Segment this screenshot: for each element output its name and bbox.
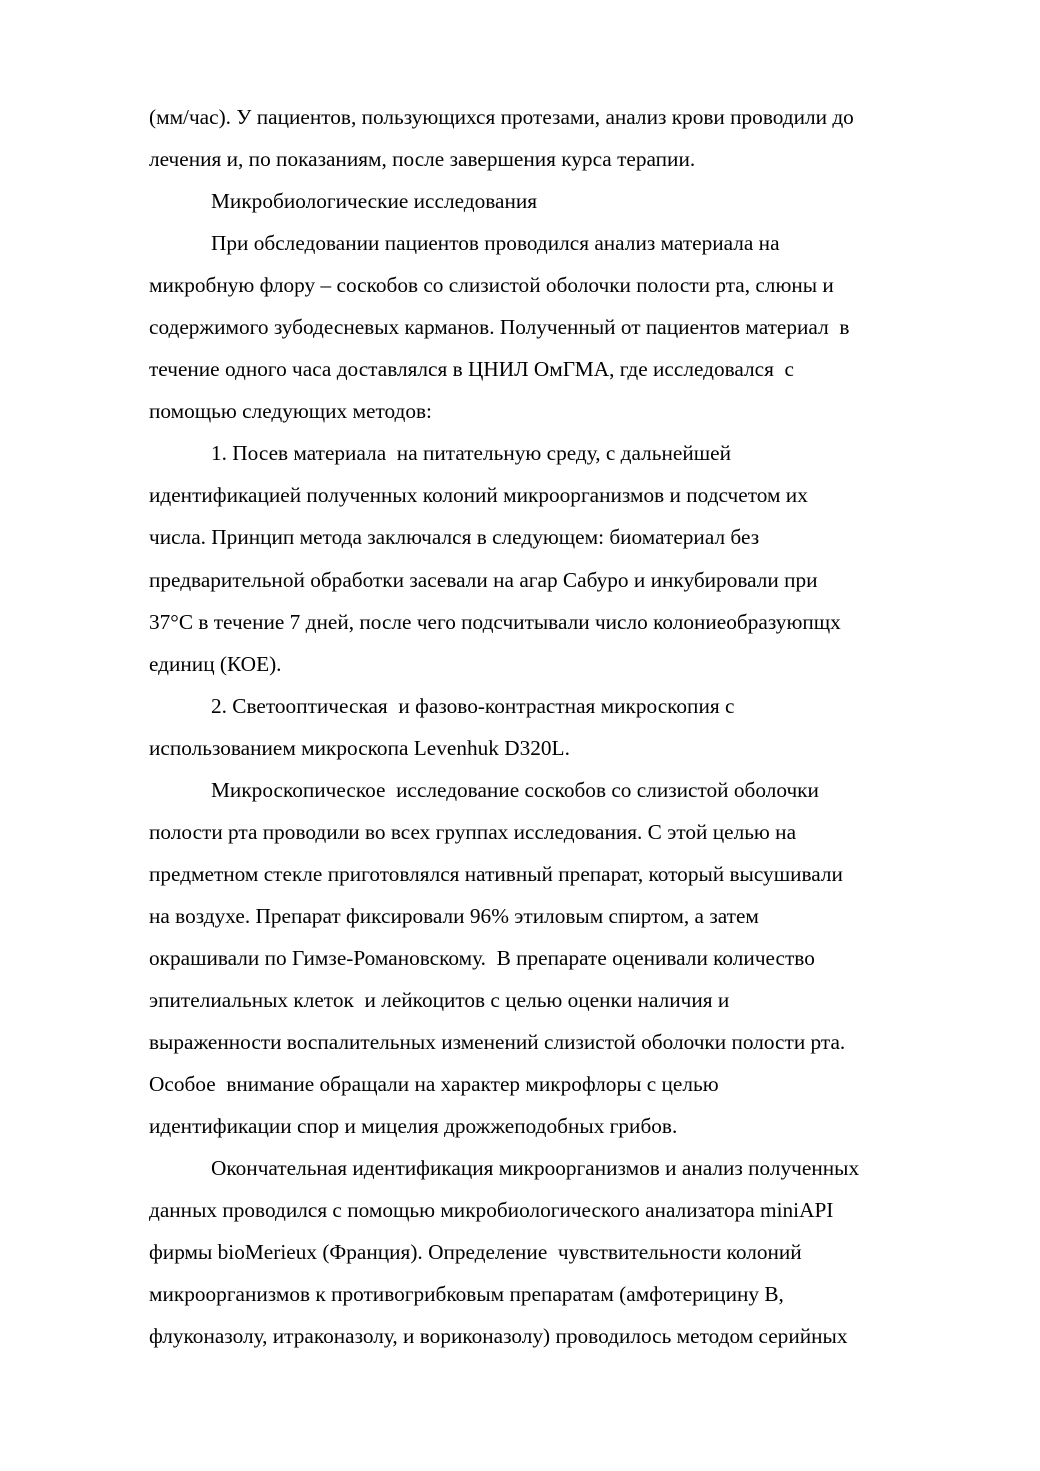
text-line: флуконазолу, итраконазолу, и вориконазолу) проводилось методом серийных	[149, 1324, 848, 1349]
text-line: лечения и, по показаниям, после завершения курса терапии.	[149, 147, 696, 172]
text-line: помощью следующих методов:	[149, 399, 432, 424]
text-line: 2. Светооптическая и фазово-контрастная микроскопия с	[211, 693, 735, 718]
text-line: числа. Принцип метода заключался в следующем: биоматериал без	[149, 525, 760, 550]
text-line: данных проводился с помощью микробиологического анализатора miniAPI	[149, 1198, 834, 1223]
text-line: окрашивали по Гимзе-Романовскому. В препарате оценивали количество	[149, 945, 815, 970]
text-line: фирмы bioMerieux (Франция). Определение чувствительности колоний	[149, 1240, 802, 1265]
text-line: предметном стекле приготовлялся нативный препарат, который высушивали	[149, 861, 843, 886]
body-text	[149, 96, 979, 1357]
text-line: идентификацией полученных колоний микроорганизмов и подсчетом их	[149, 483, 808, 508]
text-line: на воздухе. Препарат фиксировали 96% этиловым спиртом, а затем	[149, 903, 759, 928]
text-line: Микроскопическое исследование соскобов со слизистой оболочки	[211, 777, 819, 802]
text-line: полости рта проводили во всех группах исследования. С этой целью на	[149, 819, 797, 844]
text-line: 1. Посев материала на питательную среду, с дальнейшей	[211, 441, 731, 466]
text-line: микроорганизмов к противогрибковым препаратам (амфотерицину В,	[149, 1282, 784, 1307]
text-line: При обследовании пациентов проводился анализ материала на	[211, 231, 780, 256]
text-line: течение одного часа доставлялся в ЦНИЛ ОмГМА, где исследовался с	[149, 357, 794, 382]
text-line: выраженности воспалительных изменений слизистой оболочки полости рта.	[149, 1030, 846, 1055]
text-line: использованием микроскопа Levenhuk D320L.	[149, 735, 570, 760]
text-line: Окончательная идентификация микроорганизмов и анализ полученных	[211, 1156, 860, 1181]
text-line: эпителиальных клеток и лейкоцитов с целью оценки наличия и	[149, 987, 730, 1012]
text-line: содержимого зубодесневых карманов. Полученный от пациентов материал в	[149, 315, 850, 340]
text-line: единиц (КОЕ).	[149, 651, 282, 676]
text-line: идентификации спор и мицелия дрожжеподобных грибов.	[149, 1114, 678, 1139]
text-line: Микробиологические исследования	[211, 189, 538, 214]
text-line: 37°С в течение 7 дней, после чего подсчитывали число колониеобразуюпщх	[149, 609, 841, 634]
text-line: (мм/час). У пациентов, пользующихся протезами, анализ крови проводили до	[149, 105, 854, 129]
text-line: предварительной обработки засевали на агар Сабуро и инкубировали при	[149, 567, 818, 592]
text-line: Особое внимание обращали на характер микрофлоры с целью	[149, 1072, 719, 1097]
text-line: микробную флору – соскобов со слизистой оболочки полости рта, слюны и	[149, 273, 834, 298]
